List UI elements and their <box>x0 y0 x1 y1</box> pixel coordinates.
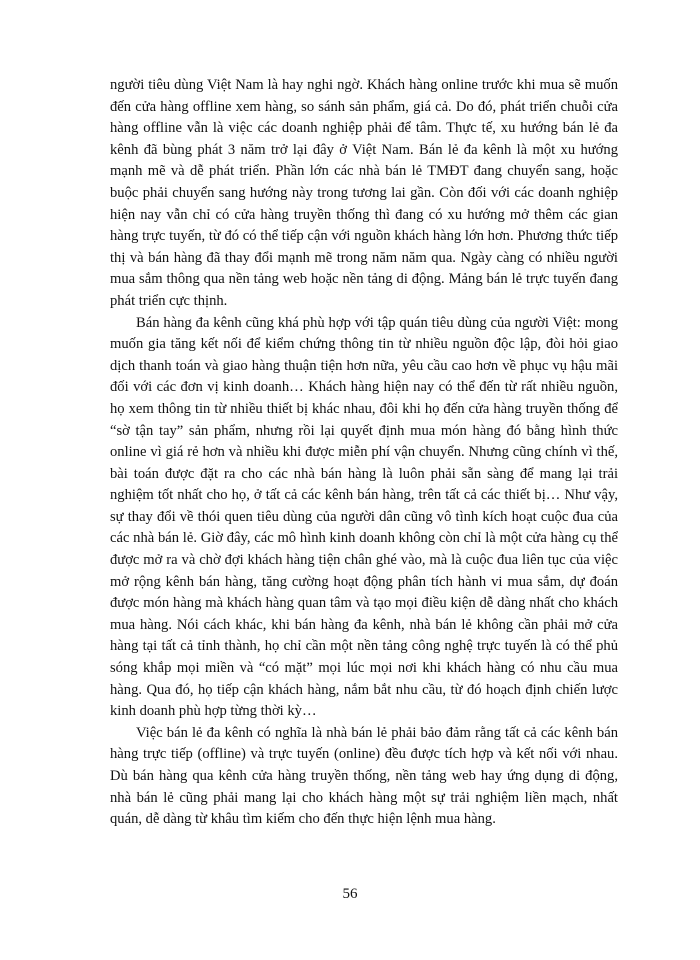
paragraph-3: Việc bán lẻ đa kênh có nghĩa là nhà bán lẻ phải bảo đảm rằng tất cả các kênh bán hàng trực tiếp (offline) và trực tuyến (online) đều được tích hợp và kết nối với nhau. Dù bán hàng qua kênh cửa hàng truyền thống, nền tảng web hay ứng dụng di động, nhà bán lẻ cũng phải mang lại cho khách hàng một sự trải nghiệm liền mạch, nhất quán, dễ dàng từ khâu tìm kiếm cho đến thực hiện lệnh mua hàng. <box>110 724 618 828</box>
body-text <box>110 75 618 831</box>
paragraph-2: Bán hàng đa kênh cũng khá phù hợp với tập quán tiêu dùng của người Việt: mong muốn gia tăng kết nối để kiểm chứng thông tin từ nhiều nguồn độc lập, đòi hỏi giao dịch thanh toán và giao hàng thuận tiện hơn nữa, yêu cầu cao hơn về phục vụ hậu mãi đối với các đơn vị kinh doanh… Khách hàng hiện nay có thể đến từ rất nhiều nguồn, họ xem thông tin từ nhiều thiết bị khác nhau, đôi khi họ đến cửa hàng truyền thống để “sờ tận tay” sản phẩm, nhưng rồi lại quyết định mua món hàng đó bằng hình thức online vì giá rẻ hơn và nhiều khi được miễn phí vận chuyển. Nhưng cũng chính vì thế, bài toán được đặt ra cho các nhà bán hàng là luôn phải sẵn sàng để mang lại trải nghiệm tốt nhất cho họ, ở tất cả các kênh bán hàng, trên tất cả các thiết bị… Như vậy, sự thay đổi về thói quen tiêu dùng của người dân cũng vô tình kích hoạt cuộc đua của các nhà bán lẻ. Giờ đây, các mô hình kinh doanh không còn chỉ là một cửa hàng cụ thể được mở ra và chờ đợi khách hàng tiện chân ghé vào, mà là cuộc đua liên tục của việc mở rộng kênh bán hàng, tăng cường hoạt động phân tích hành vi mua sắm, dự đoán được món hàng mà khách hàng quan tâm và tạo mọi điều kiện dễ dàng nhất cho khách mua hàng. Nói cách khác, khi bán hàng đa kênh, nhà bán lẻ không cần phải mở cửa hàng tại tất cả tỉnh thành, họ chỉ cần một nền tảng công nghệ trực tuyến là có thể phủ sóng khắp mọi miền và “có mặt” mọi lúc mọi nơi khi khách hàng có nhu cầu mua hàng. Qua đó, họ tiếp cận khách hàng, nắm bắt nhu cầu, từ đó hoạch định chiến lược kinh doanh phù hợp từng thời kỳ… <box>110 314 618 720</box>
paragraph-1: người tiêu dùng Việt Nam là hay nghi ngờ. Khách hàng online trước khi mua sẽ muốn đến cửa hàng offline xem hàng, so sánh sản phẩm, giá cả. Do đó, phát triển chuỗi cửa hàng offline vẫn là việc các doanh nghiệp phải để tâm. Thực tế, xu hướng bán lẻ đa kênh đã bùng phát 3 năm trở lại đây ở Việt Nam. Bán lẻ đa kênh là một xu hướng mạnh mẽ và dễ phát triển. Phần lớn các nhà bán lẻ TMĐT đang chuyển sang, hoặc buộc phải chuyển sang hướng này trong tương lai gần. Còn đối với các doanh nghiệp hiện nay vẫn chỉ có cửa hàng truyền thống thì đang có xu hướng mở thêm các gian hàng trực tuyến, từ đó có thể tiếp cận với nguồn khách hàng lớn hơn. Phương thức tiếp thị và bán hàng đã thay đổi mạnh mẽ trong năm năm qua. Ngày càng có nhiều người mua sắm thông qua nền tảng web hoặc nền tảng di động. Mảng bán lẻ trực tuyến đang phát triển cực thịnh. <box>110 77 618 309</box>
page-number: 56 <box>342 886 358 902</box>
